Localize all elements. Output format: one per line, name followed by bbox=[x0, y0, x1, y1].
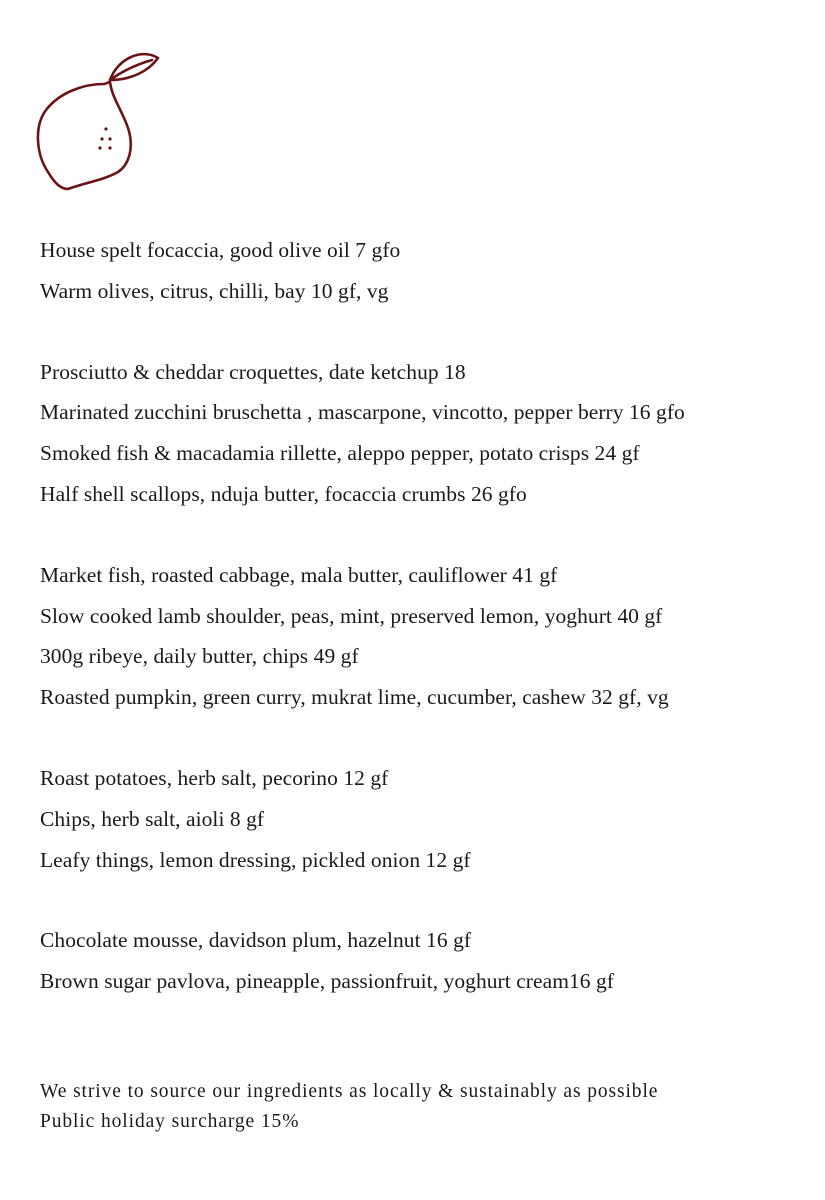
menu-item: Prosciutto & cheddar croquettes, date ketchup 18 bbox=[40, 359, 466, 384]
menu-item: Roast potatoes, herb salt, pecorino 12 gf bbox=[40, 765, 389, 790]
menu-section-bread bbox=[40, 230, 810, 312]
menu-item: Marinated zucchini bruschetta , mascarpone, vincotto, pepper berry 16 gfo bbox=[40, 400, 685, 425]
menu-item: Smoked fish & macadamia rillette, aleppo pepper, potato crisps 24 gf bbox=[40, 441, 640, 466]
menu-item: Slow cooked lamb shoulder, peas, mint, preserved lemon, yoghurt 40 gf bbox=[40, 603, 663, 628]
lemon-logo-icon bbox=[34, 44, 164, 194]
menu-item: 300g ribeye, daily butter, chips 49 gf bbox=[40, 644, 359, 669]
menu-item: House spelt focaccia, good olive oil 7 gfo bbox=[40, 238, 401, 262]
menu bbox=[40, 230, 810, 1042]
menu-item: Market fish, roasted cabbage, mala butter, cauliflower 41 gf bbox=[40, 562, 558, 587]
menu-item: Warm olives, citrus, chilli, bay 10 gf, vg bbox=[40, 278, 389, 303]
menu-section-small-plates bbox=[40, 352, 810, 515]
menu-item: Chocolate mousse, davidson plum, hazelnut 16 gf bbox=[40, 928, 472, 953]
menu-section-mains bbox=[40, 555, 810, 718]
menu-footer bbox=[40, 1077, 800, 1137]
menu-section-sides bbox=[40, 758, 810, 880]
menu-item: Half shell scallops, nduja butter, focaccia crumbs 26 gfo bbox=[40, 481, 527, 506]
sourcing-note: We strive to source our ingredients as locally & sustainably as possible bbox=[40, 1081, 659, 1102]
menu-item: Roasted pumpkin, green curry, mukrat lime, cucumber, cashew 32 gf, vg bbox=[40, 685, 669, 710]
menu-item: Chips, herb salt, aioli 8 gf bbox=[40, 806, 265, 831]
surcharge-note: Public holiday surcharge 15% bbox=[40, 1111, 300, 1132]
menu-item: Leafy things, lemon dressing, pickled onion 12 gf bbox=[40, 847, 471, 872]
menu-section-desserts bbox=[40, 920, 810, 1002]
menu-item: Brown sugar pavlova, pineapple, passionfruit, yoghurt cream16 gf bbox=[40, 969, 614, 994]
